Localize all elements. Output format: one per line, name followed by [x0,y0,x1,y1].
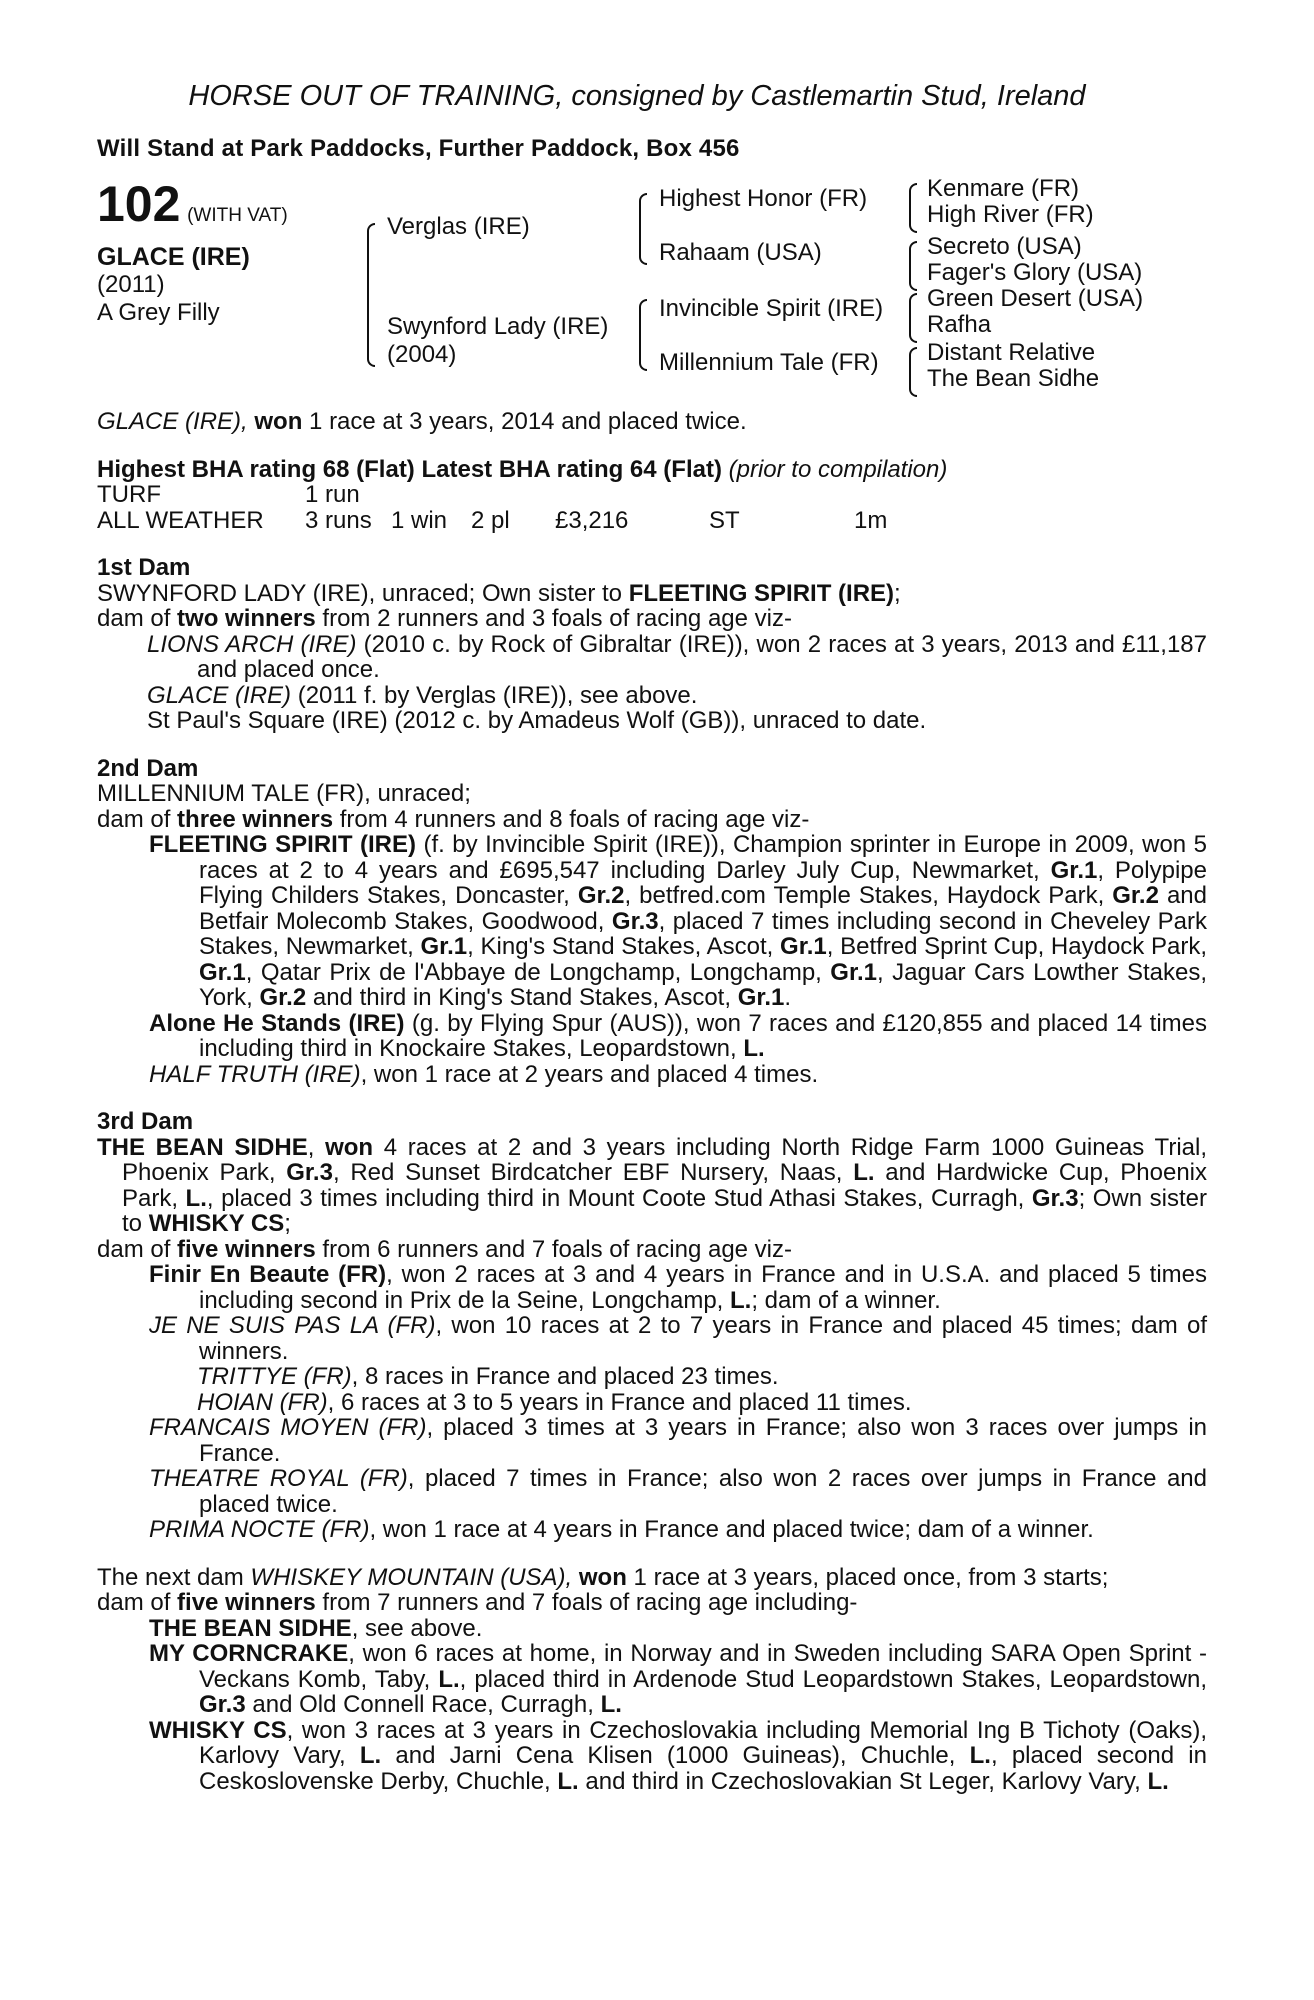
sire-sire: Highest Honor (FR) [659,185,868,212]
dam-dam: Millennium Tale (FR) [659,349,879,376]
pedigree-table [97,175,1207,409]
offspring-fleeting-spirit: FLEETING SPIRIT (IRE) (f. by Invincible Spirit (IRE)), Champion sprinter in Europe in 2009, won 5 races at 2 to 4 years and £695,547 including Darley July Cup, Newmarket, Gr.1, Polypipe Flying Childers Stakes, Doncaster, Gr.2, betfred.com Temple Stakes, Haydock Park, Gr.2 and Betfair Molecomb Stakes, Goodwood, Gr.3, placed 7 times including second in Cheveley Park Stakes, Newmarket, Gr.1, King's Stand Stakes, Ascot, Gr.1, Betfred Sprint Cup, Haydock Park, Gr.1, Qatar Prix de l'Abbaye de Longchamp, Longchamp, Gr.1, Jaguar Cars Lowther Stakes, York, Gr.2 and third in King's Stand Stakes, Ascot, Gr.1. [149,831,1208,1011]
stats-all-weather: ALL WEATHER 3 runs 1 win 2 pl £3,216 ST 1m [97,506,888,534]
dam-sire-sire: Green Desert (USA) [927,285,1144,312]
sire-sire-sire: Kenmare (FR) [927,175,1080,202]
next-dam-line2: dam of five winners from 7 runners and 7 foals of racing age including- [97,1589,858,1616]
offspring-trittye: TRITTYE (FR), 8 races in France and placed 23 times. [197,1363,779,1390]
summary: GLACE (IRE), won 1 race at 3 years, 2014 and placed twice. [97,408,747,435]
offspring-my-corncrake: MY CORNCRAKE, won 6 races at home, in Norway and in Sweden including SARA Open Sprint - Veckans Komb, Taby, L., placed third in Ardenode Stud Leopardstown Stakes, Leopardstown, Gr.3 and Old Connell Race, Curragh, L. [149,1640,1207,1718]
lot-year: (2011) [97,271,165,298]
sire: Verglas (IRE) [387,213,530,240]
stats-turf: TURF 1 run [97,481,360,508]
sire-dam: Rahaam (USA) [659,239,822,266]
third-dam-heading: 3rd Dam [97,1108,194,1135]
brace-ss [909,183,917,233]
brace-ds [909,293,917,343]
offspring-the-bean-sidhe: THE BEAN SIDHE, see above. [149,1614,483,1642]
next-dam-line1: The next dam WHISKEY MOUNTAIN (USA), won 1 race at 3 years, placed once, from 3 starts; [97,1563,1109,1591]
third-dam-line2: dam of five winners from 6 runners and 7 foals of racing age viz- [97,1235,793,1263]
sire-dam-sire: Secreto (USA) [927,233,1082,260]
sire-sire-dam: High River (FR) [927,201,1094,228]
first-dam-heading: 1st Dam [97,554,191,581]
rating-line: Highest BHA rating 68 (Flat) Latest BHA rating 64 (Flat) (prior to compilation) [97,455,948,483]
dam-sire-dam: Rafha [927,311,992,338]
offspring-finir-en-beaute: Finir En Beaute (FR), won 2 races at 3 and 4 years in France and in U.S.A. and placed 5 times including second in Prix de la Seine, Longchamp, L.; dam of a winner. [149,1261,1207,1314]
sire-dam-brace [367,223,375,367]
offspring-glace: GLACE (IRE) (2011 f. by Verglas (IRE)), see above. [147,681,698,709]
offspring-lions-arch: LIONS ARCH (IRE) (2010 c. by Rock of Gibraltar (IRE)), won 2 races at 3 years, 2013 and £11,187 and placed once. [147,630,1207,683]
catalogue-page [97,80,1207,1794]
offspring-prima-nocte: PRIMA NOCTE (FR), won 1 race at 4 years in France and placed twice; dam of a winner. [149,1516,1094,1543]
sire-parents-brace [639,193,647,265]
dam: Swynford Lady (IRE) [387,313,609,340]
sire-dam-dam: Fager's Glory (USA) [927,259,1143,286]
dam-year: (2004) [387,341,457,368]
dam-dam-dam: The Bean Sidhe [927,365,1100,392]
first-dam-line2: dam of two winners from 2 runners and 3 foals of racing age viz- [97,605,792,632]
dam-sire: Invincible Spirit (IRE) [659,295,884,322]
lot-number: 102 [97,176,181,232]
offspring-hoian: HOIAN (FR), 6 races at 3 to 5 years in France and placed 11 times. [197,1388,912,1416]
second-dam-line2: dam of three winners from 4 runners and 8 foals of racing age viz- [97,805,810,833]
offspring-half-truth: HALF TRUTH (IRE), won 1 race at 2 years and placed 4 times. [149,1060,819,1088]
second-dam-heading: 2nd Dam [97,754,199,782]
stand-location: Will Stand at Park Paddocks, Further Paddock, Box 456 [97,135,740,162]
first-dam-line1: SWYNFORD LADY (IRE), unraced; Own sister to FLEETING SPIRIT (IRE); [97,579,901,607]
catalogue-body [97,409,1207,1794]
lot-name: GLACE (IRE) [97,243,250,271]
offspring-theatre-royal: THEATRE ROYAL (FR), placed 7 times in France; also won 2 races over jumps in France and placed twice. [149,1465,1207,1518]
lot-number-line [97,176,288,232]
page-header: HORSE OUT OF TRAINING, consigned by Castlemartin Stud, Ireland [188,80,1086,112]
lot-description: A Grey Filly [97,299,220,326]
brace-dd [909,347,917,397]
offspring-je-ne-suis-pas-la: JE NE SUIS PAS LA (FR), won 10 races at 2 to 7 years in France and placed 45 times; dam of winners. [149,1312,1207,1365]
lot-vat: (WITH VAT) [187,205,288,226]
brace-sd [909,241,917,291]
offspring-alone-he-stands: Alone He Stands (IRE) (g. by Flying Spur (AUS)), won 7 races and £120,855 and placed 14 times including third in Knockaire Stakes, Leopardstown, L. [149,1009,1207,1062]
third-dam-bean-sidhe: THE BEAN SIDHE, won 4 races at 2 and 3 years including North Ridge Farm 1000 Guineas Trial, Phoenix Park, Gr.3, Red Sunset Birdcatcher EBF Nursery, Naas, L. and Hardwicke Cup, Phoenix Park, L., placed 3 times including third in Mount Coote Stud Athasi Stakes, Curragh, Gr.3; Own sister to WHISKY CS; [97,1133,1207,1237]
second-dam-line1: MILLENNIUM TALE (FR), unraced; [97,780,471,807]
offspring-francais-moyen: FRANCAIS MOYEN (FR), placed 3 times at 3 years in France; also won 3 races over jumps in France. [149,1414,1207,1467]
offspring-whisky-cs: WHISKY CS, won 3 races at 3 years in Czechoslovakia including Memorial Ing B Tichoty (Oaks), Karlovy Vary, L. and Jarni Cena Klisen (1000 Guineas), Chuchle, L., placed second in Ceskoslovenske Derby, Chuchle, L. and third in Czechoslovakian St Leger, Karlovy Vary, L. [149,1716,1207,1795]
offspring-st-pauls-square: St Paul's Square (IRE) (2012 c. by Amadeus Wolf (GB)), unraced to date. [147,707,927,734]
dam-parents-brace [639,299,647,371]
dam-dam-sire: Distant Relative [927,339,1096,366]
